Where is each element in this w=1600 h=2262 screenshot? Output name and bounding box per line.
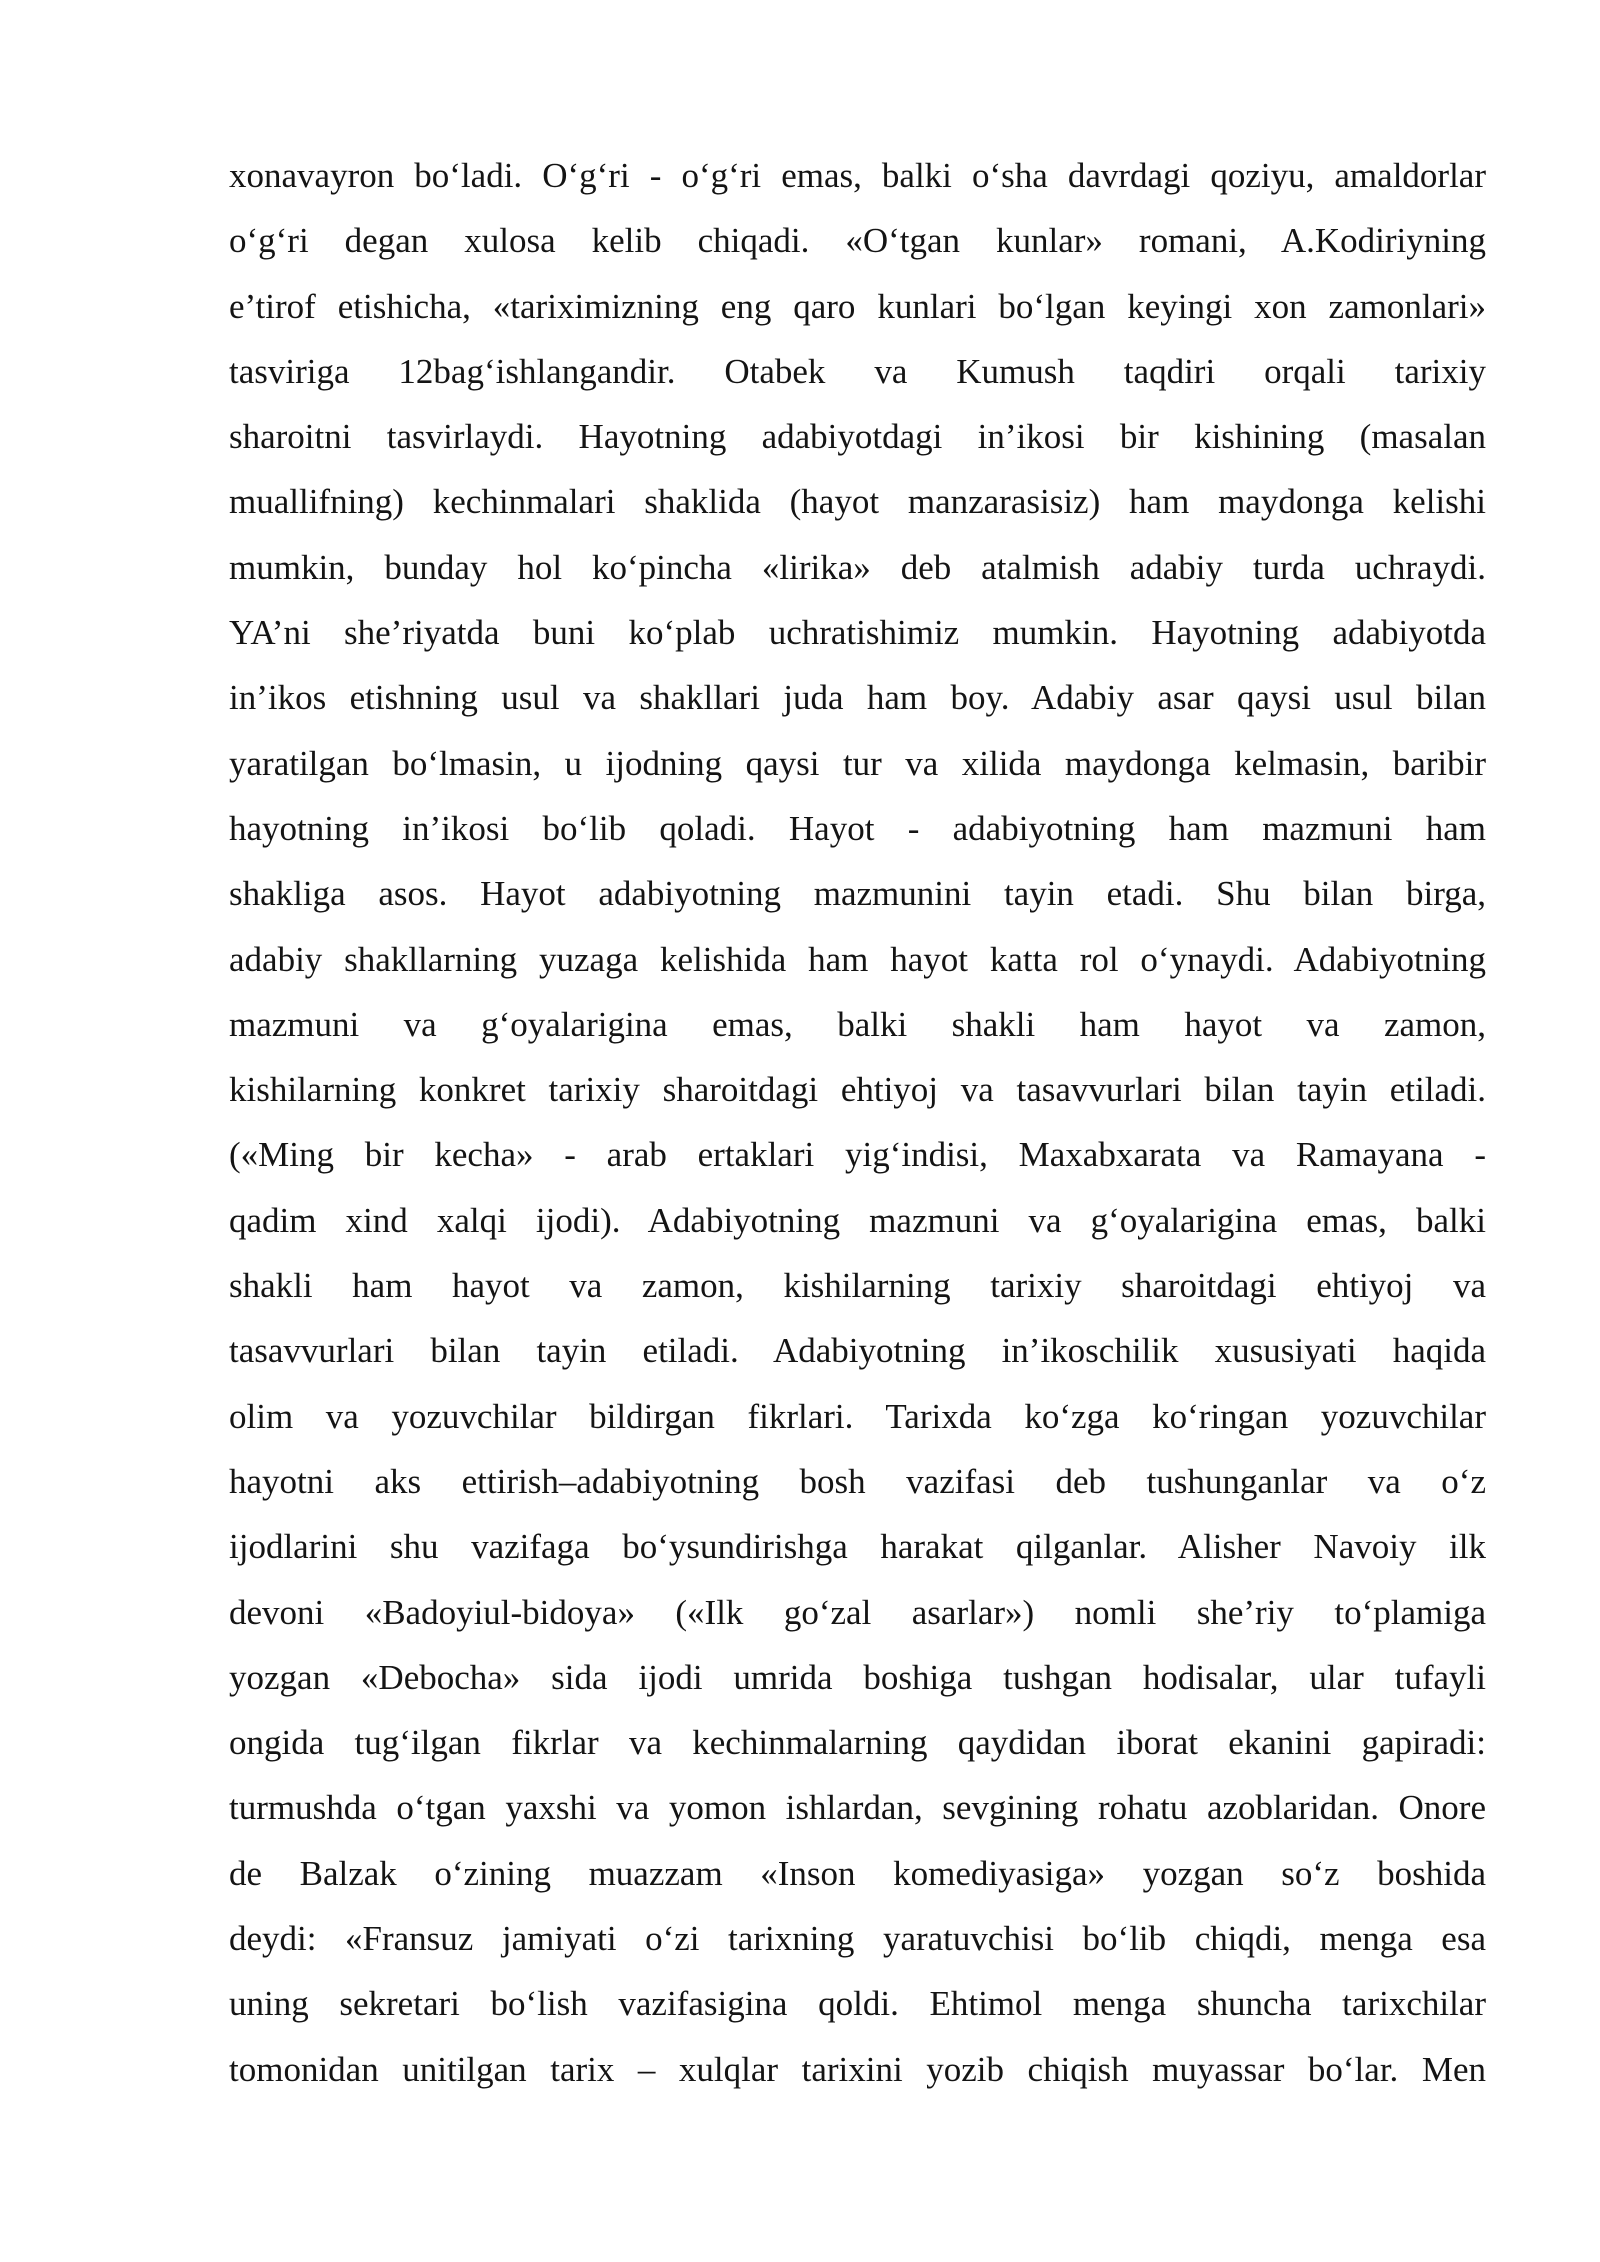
text-line: tasavvurlari bilan tayin etiladi. Adabiyotning in’ikoschilik xususiyati haqida: [229, 1331, 1486, 1371]
text-line: yaratilgan bo‘lmasin, u ijodning qaysi tur va xilida maydonga kelmasin, baribir: [229, 743, 1486, 783]
text-line: muallifning) kechinmalari shaklida (hayot manzarasisiz) ham maydonga kelishi: [229, 482, 1486, 522]
text-line: yozgan «Debocha» sida ijodi umrida boshiga tushgan hodisalar, ular tufayli: [229, 1657, 1486, 1697]
text-line: sharoitni tasvirlaydi. Hayotning adabiyotdagi in’ikosi bir kishining (masalan: [229, 417, 1486, 457]
text-line: ongida tug‘ilgan fikrlar va kechinmalarning qaydidan iborat ekanini gapiradi:: [229, 1723, 1486, 1763]
text-line: hayotni aks ettirish–adabiyotning bosh vazifasi deb tushunganlar va o‘z: [229, 1461, 1486, 1501]
text-line: de Balzak o‘zining muazzam «Inson komediyasiga» yozgan so‘z boshida: [229, 1853, 1486, 1893]
text-line: in’ikos etishning usul va shakllari juda ham boy. Adabiy asar qaysi usul bilan: [229, 678, 1486, 718]
text-line: deydi: «Fransuz jamiyati o‘zi tarixning yaratuvchisi bo‘lib chiqdi, menga esa: [229, 1919, 1486, 1959]
text-line: uning sekretari bo‘lish vazifasigina qoldi. Ehtimol menga shuncha tarixchilar: [229, 1984, 1486, 2024]
text-line: e’tirof etishicha, «tariximizning eng qaro kunlari bo‘lgan keyingi xon zamonlari»: [229, 286, 1486, 326]
text-line: («Ming bir kecha» - arab ertaklari yig‘indisi, Maxabxarata va Ramayana -: [229, 1135, 1486, 1175]
text-line: turmushda o‘tgan yaxshi va yomon ishlardan, sevgining rohatu azoblaridan. Onore: [229, 1788, 1486, 1828]
text-line: tomonidan unitilgan tarix – xulqlar tarixini yozib chiqish muyassar bo‘lar. Men: [229, 2049, 1486, 2089]
text-line: shakli ham hayot va zamon, kishilarning tarixiy sharoitdagi ehtiyoj va: [229, 1266, 1486, 1306]
text-line: adabiy shakllarning yuzaga kelishida ham hayot katta rol o‘ynaydi. Adabiyotning: [229, 939, 1486, 979]
body-text: [229, 150, 1486, 2109]
text-line: kishilarning konkret tarixiy sharoitdagi ehtiyoj va tasavvurlari bilan tayin etiladi.: [229, 1070, 1486, 1110]
text-line: devoni «Badoyiul-bidoya» («Ilk go‘zal asarlar») nomli she’riy to‘plamiga: [229, 1592, 1486, 1632]
text-line: o‘g‘ri degan xulosa kelib chiqadi. «O‘tgan kunlar» romani, A.Kodiriyning: [229, 221, 1486, 261]
text-line: shakliga asos. Hayot adabiyotning mazmunini tayin etadi. Shu bilan birga,: [229, 874, 1486, 914]
text-line: mumkin, bunday hol ko‘pincha «lirika» deb atalmish adabiy turda uchraydi.: [229, 547, 1486, 587]
text-line: YA’ni she’riyatda buni ko‘plab uchratishimiz mumkin. Hayotning adabiyotda: [229, 613, 1486, 653]
text-line: hayotning in’ikosi bo‘lib qoladi. Hayot - adabiyotning ham mazmuni ham: [229, 808, 1486, 848]
text-line: tasviriga 12bag‘ishlangandir. Otabek va Kumush taqdiri orqali tarixiy: [229, 351, 1486, 391]
text-line: xonavayron bo‘ladi. O‘g‘ri - o‘g‘ri emas, balki o‘sha davrdagi qoziyu, amaldorlar: [229, 156, 1486, 195]
text-line: ijodlarini shu vazifaga bo‘ysundirishga harakat qilganlar. Alisher Navoiy ilk: [229, 1527, 1486, 1567]
text-line: mazmuni va g‘oyalarigina emas, balki shakli ham hayot va zamon,: [229, 1004, 1486, 1044]
text-line: qadim xind xalqi ijodi). Adabiyotning mazmuni va g‘oyalarigina emas, balki: [229, 1200, 1486, 1240]
text-line: olim va yozuvchilar bildirgan fikrlari. Tarixda ko‘zga ko‘ringan yozuvchilar: [229, 1396, 1486, 1436]
